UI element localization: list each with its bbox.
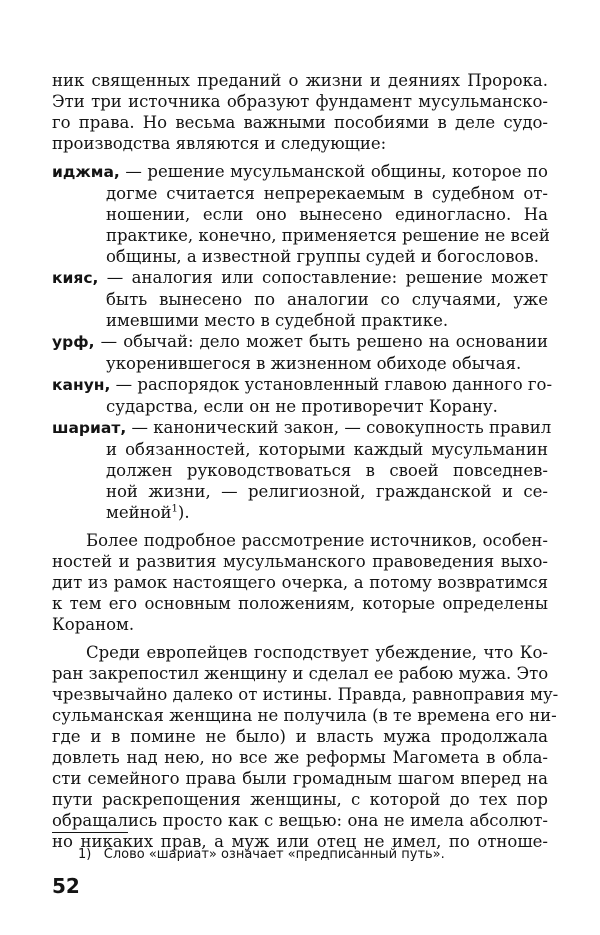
text-line: быть вынесено по аналогии со случаями, уже	[106, 290, 548, 309]
definition-first-line: шариат, — канонический закон, — совокупность правил	[52, 418, 552, 437]
text-line: ник священных преданий о жизни и деяниях Пророка.	[52, 71, 548, 90]
text-line: Среди европейцев господствует убеждение, что Ко-	[86, 643, 548, 662]
text-line: дит из рамок настоящего очерка, а потому возвратимся	[52, 573, 548, 592]
text-line: довлеть над нею, но все же реформы Магомета в обла-	[52, 748, 548, 767]
text-line: Более подробное рассмотрение источников, особен-	[86, 531, 548, 550]
footnote-mark: 1)	[78, 847, 92, 862]
text-line: Эти три источника образуют фундамент мусульманско-	[52, 92, 548, 111]
text-line: обращались просто как с вещью: она не имела абсолют-	[52, 811, 548, 830]
text-line: к тем его основным положениям, которые определены	[52, 594, 548, 613]
text-line: ран закрепостил женщину и сделал ее рабою мужа. Это	[52, 664, 549, 683]
text-line: имевшими место в судебной практике.	[106, 311, 449, 330]
text-line: пути раскрепощения женщины, с которой до тех пор	[52, 790, 548, 809]
definition-first-line: кияс, — аналогия или сопоставление: решение может	[52, 268, 548, 287]
definition-first-line: иджма, — решение мусульманской общины, которое по	[52, 162, 548, 181]
text-line: го права. Но весьма важными пособиями в деле судо-	[52, 113, 548, 132]
text-line: ной жизни, — религиозной, гражданской и се-	[106, 482, 548, 501]
text-line: где и в помине не было) и власть мужа продолжала	[52, 727, 548, 746]
definition-ijma	[52, 161, 548, 267]
definition-term: шариат,	[52, 419, 127, 437]
page-body	[52, 70, 559, 852]
footnote-reference[interactable]: 1	[171, 503, 178, 515]
definition-term: урф,	[52, 333, 95, 351]
definition-kanun	[52, 374, 553, 417]
definition-sharia	[52, 417, 552, 523]
text-line: но никаких прав, а муж или отец не имел, по отноше-	[52, 832, 548, 851]
text-line: должен руководствоваться в своей повседнев-	[106, 461, 548, 480]
text-line: догме считается непререкаемым в судебном от-	[106, 184, 548, 203]
text-line: сти семейного права были громадным шагом вперед на	[52, 769, 548, 788]
text-line: ношении, если оно вынесено единогласно. На	[106, 205, 548, 224]
text-line: производства являются и следующие:	[52, 134, 387, 153]
definition-urf	[52, 331, 548, 374]
footnote-text: Слово «шариат» означает «предписанный путь».	[103, 847, 445, 862]
text-line: практике, конечно, применяется решение не всей	[106, 226, 550, 245]
text-line: чрезвычайно далеко от истины. Правда, равноправия му-	[52, 685, 559, 704]
definition-qiyas	[52, 267, 548, 331]
text-line: мейной$^1$).	[106, 503, 190, 522]
text-line: ностей и развития мусульманского правоведения выхо-	[52, 552, 548, 571]
text-line: сульманская женщина не получила (в те времена его ни-	[52, 706, 557, 725]
intro-paragraph	[52, 70, 548, 154]
text-line: укоренившегося в жизненном обиходе обычая.	[106, 354, 522, 373]
definition-first-line: урф, — обычай: дело может быть решено на основании	[52, 332, 548, 351]
text-line: Кораном.	[52, 615, 135, 634]
text-line: общины, а известной группы судей и богословов.	[106, 247, 540, 266]
definition-term: кияс,	[52, 269, 99, 287]
footnote	[78, 846, 445, 863]
body-paragraph	[52, 530, 548, 635]
text-line: сударства, если он не противоречит Корану.	[106, 397, 498, 416]
footnote-divider	[52, 832, 128, 833]
definition-first-line: канун, — распорядок установленный главою данного го-	[52, 375, 553, 394]
definition-term: канун,	[52, 376, 111, 394]
text-line: и обязанностей, которыми каждый мусульманин	[106, 440, 548, 459]
definition-term: иджма,	[52, 163, 120, 181]
page-number: 52	[52, 874, 80, 898]
body-paragraph	[52, 642, 559, 852]
